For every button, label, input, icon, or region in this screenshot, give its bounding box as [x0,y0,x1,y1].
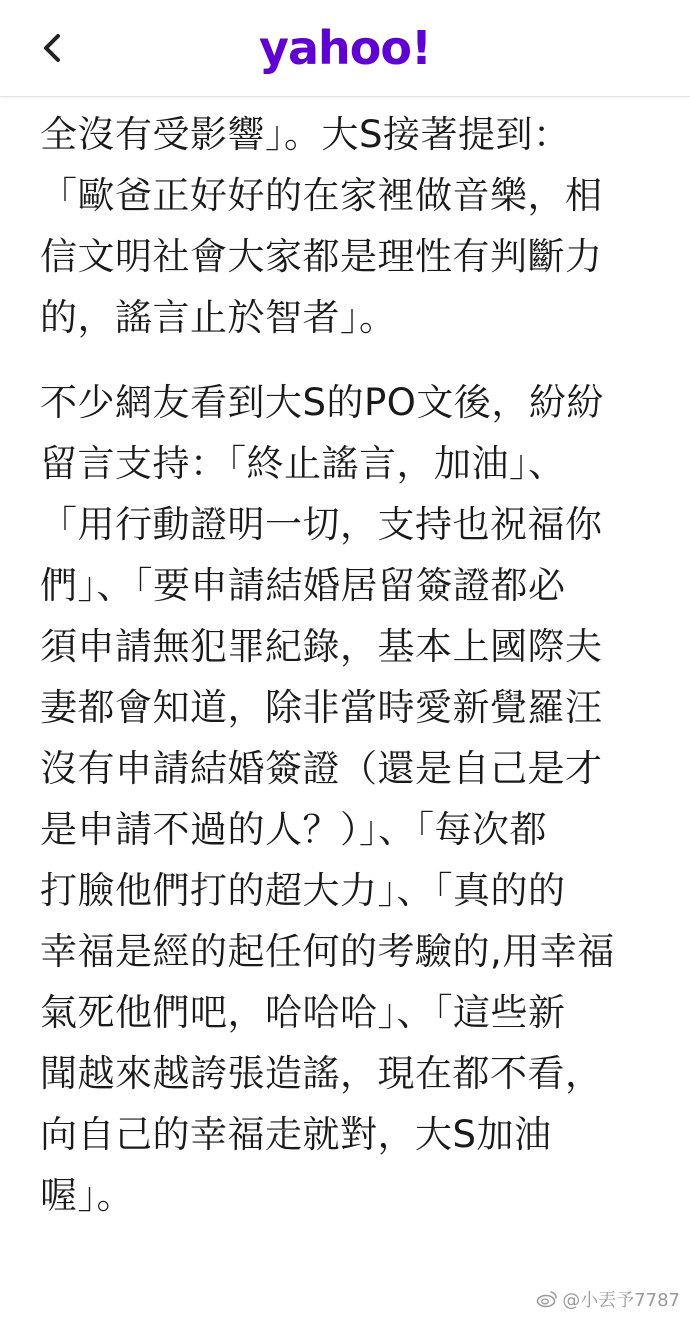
text-line: 打臉他們打的超大力」、「真的的 [40,869,566,912]
text-line: 的，謠言止於智者」。 [40,296,397,339]
paragraph [40,372,650,1226]
text-line: 留言支持：「終止謠言，加油」、 [40,442,566,485]
text-line: 幸福是經的起任何的考驗的,用幸福 [40,930,615,973]
text-line: 不少網友看到大S的PO文後，紛紛 [40,381,604,424]
text-line: 聞越來越誇張造謠，現在都不看， [40,1052,603,1095]
text-line: 「歐爸正好好的在家裡做音樂，相 [40,174,603,217]
text-line: 們」、「要申請結婚居留簽證都必 [40,564,566,607]
paragraph-gap [40,348,650,372]
weibo-icon [536,1290,558,1308]
text-line: 向自己的幸福走就對，大S加油 [40,1113,552,1156]
text-line: 妻都會知道，除非當時愛新覺羅汪 [40,686,603,729]
text-line: 是申請不過的人？）」、「每次都 [40,808,547,851]
text-line: 須申請無犯罪紀錄，基本上國際夫 [40,625,603,668]
text-line: 全沒有受影響」。大S接著提到： [40,113,571,156]
watermark [536,1286,680,1312]
article-body [40,104,650,1226]
text-line: 沒有申請結婚簽證（還是自己是才 [40,747,603,790]
text-line: 喔」。 [40,1174,134,1217]
paragraph [40,104,650,348]
yahoo-logo[interactable]: yahoo! [259,21,431,75]
text-line: 「用行動證明一切，支持也祝福你 [40,503,603,546]
watermark-text: @小丟予7787 [562,1290,680,1311]
text-line: 信文明社會大家都是理性有判斷力 [40,235,603,278]
text-line: 氣死他們吧，哈哈哈」、「這些新 [40,991,566,1034]
top-bar [0,0,690,97]
